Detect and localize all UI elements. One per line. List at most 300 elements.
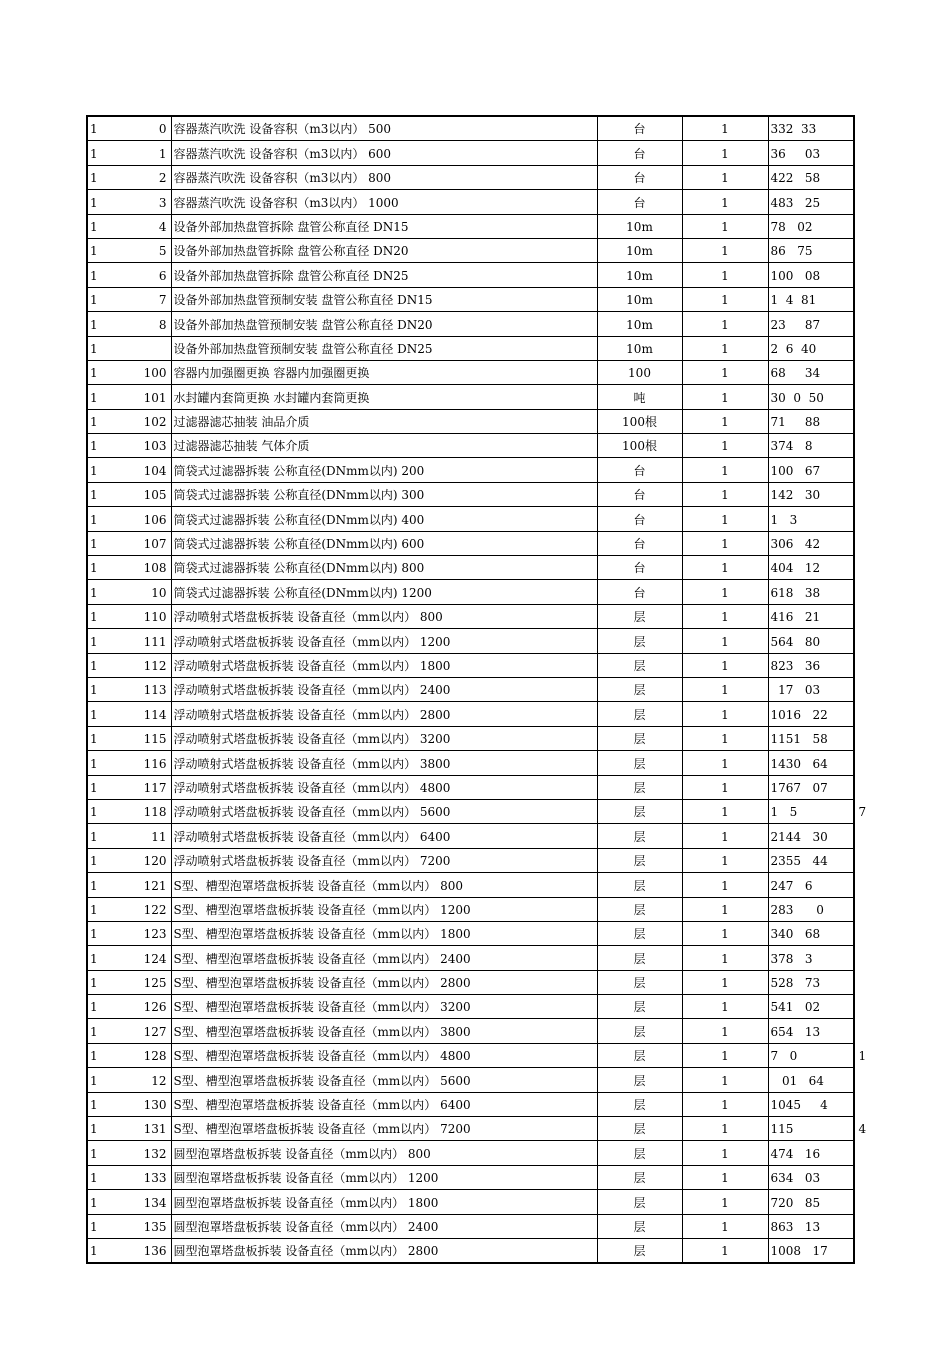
item-price-cell bbox=[768, 434, 854, 458]
table-row bbox=[87, 1068, 854, 1092]
item-price-value: 332 33 bbox=[770, 122, 817, 137]
item-qty-cell: 1 bbox=[682, 458, 768, 482]
item-price-value: 7 0 bbox=[770, 1049, 798, 1064]
item-code-prefix: 1 bbox=[90, 415, 98, 430]
table-row bbox=[87, 726, 854, 750]
table-row bbox=[87, 1238, 854, 1263]
item-code-cell bbox=[87, 873, 171, 897]
item-code-prefix: 1 bbox=[90, 268, 98, 283]
item-code-number: 2 bbox=[158, 171, 167, 186]
item-code-cell bbox=[87, 848, 171, 872]
item-price-value: 1008 17 bbox=[770, 1244, 828, 1259]
table-row bbox=[87, 482, 854, 506]
item-code-cell bbox=[87, 360, 171, 384]
item-code-prefix: 1 bbox=[90, 1219, 98, 1234]
item-code-number: 102 bbox=[143, 415, 167, 430]
item-code-number: 134 bbox=[143, 1195, 167, 1210]
item-price-value: 1045 4 bbox=[770, 1098, 828, 1113]
item-name-cell: 容器蒸汽吹洗 设备容积（m3以内） 800 bbox=[171, 165, 597, 189]
item-price-cell bbox=[768, 238, 854, 262]
item-code-number: 11 bbox=[151, 829, 167, 844]
item-price-cell bbox=[768, 409, 854, 433]
item-unit-cell: 层 bbox=[597, 946, 682, 970]
item-price-cell bbox=[768, 726, 854, 750]
item-code-number: 104 bbox=[143, 463, 167, 478]
item-price-cell bbox=[768, 165, 854, 189]
table-row bbox=[87, 336, 854, 360]
item-price-cell bbox=[768, 1190, 854, 1214]
table-row bbox=[87, 970, 854, 994]
item-price-value: 68 34 bbox=[770, 366, 821, 381]
item-code-prefix: 1 bbox=[90, 293, 98, 308]
item-price-value: 01 64 bbox=[770, 1073, 824, 1088]
item-price-cell bbox=[768, 824, 854, 848]
item-name-cell: S型、槽型泡罩塔盘板拆装 设备直径（mm以内） 800 bbox=[171, 873, 597, 897]
item-code-number: 120 bbox=[143, 854, 167, 869]
item-price-cell bbox=[768, 1043, 867, 1067]
item-name-cell: S型、槽型泡罩塔盘板拆装 设备直径（mm以内） 2800 bbox=[171, 970, 597, 994]
item-unit-cell: 层 bbox=[597, 921, 682, 945]
table-row bbox=[87, 287, 854, 311]
item-code-prefix: 1 bbox=[90, 317, 98, 332]
item-name-cell: 浮动喷射式塔盘板拆装 设备直径（mm以内） 1800 bbox=[171, 653, 597, 677]
item-price-value: 1430 64 bbox=[770, 756, 828, 771]
item-code-prefix: 1 bbox=[90, 756, 98, 771]
item-code-prefix: 1 bbox=[90, 366, 98, 381]
item-code-prefix: 1 bbox=[90, 854, 98, 869]
table-row bbox=[87, 531, 854, 555]
item-unit-cell: 100根 bbox=[597, 434, 682, 458]
item-qty-cell: 1 bbox=[682, 165, 768, 189]
item-qty-cell: 1 bbox=[682, 238, 768, 262]
item-name-cell: 圆型泡罩塔盘板拆装 设备直径（mm以内） 1200 bbox=[171, 1165, 597, 1189]
item-code-prefix: 1 bbox=[90, 439, 98, 454]
item-code-cell bbox=[87, 336, 171, 360]
item-code-cell bbox=[87, 751, 171, 775]
item-name-cell: 设备外部加热盘管预制安装 盘管公称直径 DN20 bbox=[171, 312, 597, 336]
item-code-prefix: 1 bbox=[90, 341, 98, 356]
table-row bbox=[87, 995, 854, 1019]
item-code-prefix: 1 bbox=[90, 219, 98, 234]
item-qty-cell: 1 bbox=[682, 1190, 768, 1214]
item-price-cell bbox=[768, 1068, 854, 1092]
item-code-number: 116 bbox=[143, 756, 167, 771]
item-code-cell bbox=[87, 775, 171, 799]
item-qty-cell: 1 bbox=[682, 995, 768, 1019]
item-code-cell bbox=[87, 702, 171, 726]
item-qty-cell: 1 bbox=[682, 580, 768, 604]
item-price-value: 36 03 bbox=[770, 146, 821, 161]
item-qty-cell: 1 bbox=[682, 1117, 768, 1141]
item-price-cell bbox=[768, 848, 854, 872]
item-price-cell bbox=[768, 1092, 854, 1116]
item-code-prefix: 1 bbox=[90, 585, 98, 600]
item-code-cell bbox=[87, 946, 171, 970]
item-code-number: 127 bbox=[143, 1024, 167, 1039]
item-code-cell bbox=[87, 677, 171, 701]
table-row bbox=[87, 775, 854, 799]
item-code-cell bbox=[87, 897, 171, 921]
item-name-cell: S型、槽型泡罩塔盘板拆装 设备直径（mm以内） 1800 bbox=[171, 921, 597, 945]
item-code-cell bbox=[87, 312, 171, 336]
item-price-value: 2355 44 bbox=[770, 854, 828, 869]
item-code-prefix: 1 bbox=[90, 1195, 98, 1210]
item-price-cell bbox=[768, 897, 854, 921]
item-name-cell: 浮动喷射式塔盘板拆装 设备直径（mm以内） 2800 bbox=[171, 702, 597, 726]
table-row bbox=[87, 1165, 854, 1189]
item-code-cell bbox=[87, 580, 171, 604]
item-price-cell bbox=[768, 312, 854, 336]
item-price-value: 247 6 bbox=[770, 878, 813, 893]
item-code-prefix: 1 bbox=[90, 732, 98, 747]
table-row bbox=[87, 677, 854, 701]
table-row bbox=[87, 848, 854, 872]
item-qty-cell: 1 bbox=[682, 824, 768, 848]
table-row bbox=[87, 629, 854, 653]
item-price-cell bbox=[768, 1117, 867, 1141]
item-qty-cell: 1 bbox=[682, 434, 768, 458]
item-unit-cell: 10m bbox=[597, 263, 682, 287]
item-unit-cell: 层 bbox=[597, 1190, 682, 1214]
item-code-prefix: 1 bbox=[90, 1098, 98, 1113]
item-price-cell bbox=[768, 556, 854, 580]
item-code-prefix: 1 bbox=[90, 1122, 98, 1137]
item-name-cell: 浮动喷射式塔盘板拆装 设备直径（mm以内） 3800 bbox=[171, 751, 597, 775]
item-code-cell bbox=[87, 238, 171, 262]
item-price-cell bbox=[768, 116, 854, 141]
item-price-cell bbox=[768, 214, 854, 238]
item-qty-cell: 1 bbox=[682, 336, 768, 360]
item-code-cell bbox=[87, 190, 171, 214]
item-code-cell bbox=[87, 1141, 171, 1165]
item-unit-cell: 层 bbox=[597, 629, 682, 653]
item-price-value: 142 30 bbox=[770, 488, 821, 503]
table-row bbox=[87, 921, 854, 945]
item-name-cell: 浮动喷射式塔盘板拆装 设备直径（mm以内） 4800 bbox=[171, 775, 597, 799]
item-price-value: 1151 58 bbox=[770, 732, 828, 747]
table-row bbox=[87, 556, 854, 580]
item-unit-cell: 层 bbox=[597, 1214, 682, 1238]
item-price-cell bbox=[768, 799, 867, 823]
item-code-cell bbox=[87, 726, 171, 750]
item-unit-cell: 层 bbox=[597, 1092, 682, 1116]
item-price-value: 283 0 bbox=[770, 902, 824, 917]
item-price-value: 30 0 50 bbox=[770, 390, 824, 405]
item-qty-cell: 1 bbox=[682, 921, 768, 945]
item-price-overflow: 4 bbox=[858, 1122, 867, 1137]
item-unit-cell: 层 bbox=[597, 604, 682, 628]
quota-table bbox=[86, 115, 867, 1264]
table-row bbox=[87, 824, 854, 848]
item-code-cell bbox=[87, 653, 171, 677]
item-code-cell bbox=[87, 921, 171, 945]
item-code-number: 123 bbox=[143, 927, 167, 942]
table-row bbox=[87, 116, 854, 141]
item-price-cell bbox=[768, 141, 854, 165]
item-code-number: 10 bbox=[151, 585, 167, 600]
item-qty-cell: 1 bbox=[682, 751, 768, 775]
item-price-value: 634 03 bbox=[770, 1171, 821, 1186]
item-price-value: 1 5 bbox=[770, 805, 798, 820]
item-price-value: 720 85 bbox=[770, 1195, 821, 1210]
item-name-cell: 浮动喷射式塔盘板拆装 设备直径（mm以内） 1200 bbox=[171, 629, 597, 653]
item-code-number: 121 bbox=[143, 878, 167, 893]
item-name-cell: 浮动喷射式塔盘板拆装 设备直径（mm以内） 2400 bbox=[171, 677, 597, 701]
item-unit-cell: 层 bbox=[597, 897, 682, 921]
item-qty-cell: 1 bbox=[682, 970, 768, 994]
item-price-value: 1767 07 bbox=[770, 780, 828, 795]
item-qty-cell: 1 bbox=[682, 141, 768, 165]
item-name-cell: 筒袋式过滤器拆装 公称直径(DNmm以内) 400 bbox=[171, 507, 597, 531]
table-row bbox=[87, 946, 854, 970]
item-unit-cell: 100 bbox=[597, 360, 682, 384]
item-code-cell bbox=[87, 970, 171, 994]
item-code-cell bbox=[87, 263, 171, 287]
item-qty-cell: 1 bbox=[682, 1238, 768, 1263]
item-price-value: 17 03 bbox=[770, 683, 821, 698]
item-code-cell bbox=[87, 1117, 171, 1141]
item-name-cell: S型、槽型泡罩塔盘板拆装 设备直径（mm以内） 1200 bbox=[171, 897, 597, 921]
item-code-cell bbox=[87, 1165, 171, 1189]
item-price-value: 100 67 bbox=[770, 463, 821, 478]
item-qty-cell: 1 bbox=[682, 629, 768, 653]
item-code-prefix: 1 bbox=[90, 1146, 98, 1161]
item-price-cell bbox=[768, 1141, 854, 1165]
item-price-value: 71 88 bbox=[770, 415, 821, 430]
item-code-prefix: 1 bbox=[90, 561, 98, 576]
item-unit-cell: 层 bbox=[597, 824, 682, 848]
item-qty-cell: 1 bbox=[682, 116, 768, 141]
item-price-cell bbox=[768, 1214, 854, 1238]
item-qty-cell: 1 bbox=[682, 287, 768, 311]
item-price-value: 564 80 bbox=[770, 634, 821, 649]
item-code-number: 101 bbox=[143, 390, 167, 405]
item-unit-cell: 10m bbox=[597, 287, 682, 311]
item-unit-cell: 10m bbox=[597, 312, 682, 336]
item-code-number: 106 bbox=[143, 512, 167, 527]
item-name-cell: 圆型泡罩塔盘板拆装 设备直径（mm以内） 800 bbox=[171, 1141, 597, 1165]
item-code-number: 4 bbox=[158, 219, 167, 234]
item-name-cell: 过滤器滤芯抽装 气体介质 bbox=[171, 434, 597, 458]
item-price-cell bbox=[768, 336, 854, 360]
item-name-cell: 筒袋式过滤器拆装 公称直径(DNmm以内) 600 bbox=[171, 531, 597, 555]
item-name-cell: 过滤器滤芯抽装 油品介质 bbox=[171, 409, 597, 433]
item-unit-cell: 层 bbox=[597, 1068, 682, 1092]
item-price-value: 378 3 bbox=[770, 951, 813, 966]
item-code-cell bbox=[87, 165, 171, 189]
item-code-prefix: 1 bbox=[90, 512, 98, 527]
item-unit-cell: 台 bbox=[597, 556, 682, 580]
table-row bbox=[87, 1214, 854, 1238]
item-code-prefix: 1 bbox=[90, 146, 98, 161]
item-code-prefix: 1 bbox=[90, 390, 98, 405]
item-unit-cell: 台 bbox=[597, 190, 682, 214]
item-price-cell bbox=[768, 629, 854, 653]
item-qty-cell: 1 bbox=[682, 556, 768, 580]
quota-table-body bbox=[87, 116, 867, 1263]
item-name-cell: 圆型泡罩塔盘板拆装 设备直径（mm以内） 2800 bbox=[171, 1238, 597, 1263]
item-code-number: 3 bbox=[158, 195, 167, 210]
item-qty-cell: 1 bbox=[682, 677, 768, 701]
item-price-cell bbox=[768, 458, 854, 482]
item-unit-cell: 台 bbox=[597, 116, 682, 141]
item-name-cell: 浮动喷射式塔盘板拆装 设备直径（mm以内） 800 bbox=[171, 604, 597, 628]
item-name-cell: S型、槽型泡罩塔盘板拆装 设备直径（mm以内） 3800 bbox=[171, 1019, 597, 1043]
table-row bbox=[87, 1190, 854, 1214]
item-price-value: 404 12 bbox=[770, 561, 821, 576]
item-price-value: 528 73 bbox=[770, 976, 821, 991]
item-qty-cell: 1 bbox=[682, 482, 768, 506]
item-qty-cell: 1 bbox=[682, 1165, 768, 1189]
item-unit-cell: 10m bbox=[597, 214, 682, 238]
item-price-value: 618 38 bbox=[770, 585, 821, 600]
item-code-cell bbox=[87, 799, 171, 823]
item-code-number: 132 bbox=[143, 1146, 167, 1161]
item-name-cell: 浮动喷射式塔盘板拆装 设备直径（mm以内） 7200 bbox=[171, 848, 597, 872]
item-code-prefix: 1 bbox=[90, 1073, 98, 1088]
item-unit-cell: 层 bbox=[597, 799, 682, 823]
item-code-number: 130 bbox=[143, 1098, 167, 1113]
table-row bbox=[87, 190, 854, 214]
item-code-cell bbox=[87, 287, 171, 311]
item-name-cell: 筒袋式过滤器拆装 公称直径(DNmm以内) 800 bbox=[171, 556, 597, 580]
item-code-cell bbox=[87, 458, 171, 482]
item-unit-cell: 层 bbox=[597, 1141, 682, 1165]
item-qty-cell: 1 bbox=[682, 1068, 768, 1092]
item-code-cell bbox=[87, 141, 171, 165]
item-code-prefix: 1 bbox=[90, 829, 98, 844]
item-unit-cell: 层 bbox=[597, 751, 682, 775]
item-price-cell bbox=[768, 580, 854, 604]
item-qty-cell: 1 bbox=[682, 799, 768, 823]
item-price-cell bbox=[768, 360, 854, 384]
item-qty-cell: 1 bbox=[682, 507, 768, 531]
item-price-cell bbox=[768, 263, 854, 287]
item-name-cell: 容器内加强圈更换 容器内加强圈更换 bbox=[171, 360, 597, 384]
item-qty-cell: 1 bbox=[682, 1019, 768, 1043]
item-qty-cell: 1 bbox=[682, 775, 768, 799]
item-code-cell bbox=[87, 604, 171, 628]
item-qty-cell: 1 bbox=[682, 190, 768, 214]
item-price-cell bbox=[768, 873, 854, 897]
item-code-cell bbox=[87, 1043, 171, 1067]
item-name-cell: 水封罐内套筒更换 水封罐内套筒更换 bbox=[171, 385, 597, 409]
table-row bbox=[87, 604, 854, 628]
item-unit-cell: 台 bbox=[597, 141, 682, 165]
item-name-cell: 设备外部加热盘管预制安装 盘管公称直径 DN25 bbox=[171, 336, 597, 360]
item-code-prefix: 1 bbox=[90, 488, 98, 503]
item-name-cell: 设备外部加热盘管预制安装 盘管公称直径 DN15 bbox=[171, 287, 597, 311]
table-row bbox=[87, 897, 854, 921]
item-price-cell bbox=[768, 604, 854, 628]
item-code-cell bbox=[87, 1068, 171, 1092]
item-unit-cell: 层 bbox=[597, 702, 682, 726]
item-price-value: 474 16 bbox=[770, 1146, 821, 1161]
item-code-cell bbox=[87, 1092, 171, 1116]
item-qty-cell: 1 bbox=[682, 409, 768, 433]
item-code-cell bbox=[87, 824, 171, 848]
item-price-value: 86 75 bbox=[770, 244, 813, 259]
item-code-prefix: 1 bbox=[90, 610, 98, 625]
item-price-cell bbox=[768, 1238, 854, 1263]
table-row bbox=[87, 263, 854, 287]
item-unit-cell: 层 bbox=[597, 995, 682, 1019]
item-code-prefix: 1 bbox=[90, 537, 98, 552]
item-code-number: 111 bbox=[143, 634, 167, 649]
item-code-prefix: 1 bbox=[90, 195, 98, 210]
item-code-prefix: 1 bbox=[90, 707, 98, 722]
item-unit-cell: 层 bbox=[597, 1165, 682, 1189]
item-code-number: 103 bbox=[143, 439, 167, 454]
item-code-prefix: 1 bbox=[90, 463, 98, 478]
item-code-cell bbox=[87, 556, 171, 580]
item-code-cell bbox=[87, 531, 171, 555]
item-price-value: 306 42 bbox=[770, 537, 821, 552]
item-qty-cell: 1 bbox=[682, 653, 768, 677]
item-code-prefix: 1 bbox=[90, 780, 98, 795]
item-price-value: 78 02 bbox=[770, 219, 813, 234]
item-code-prefix: 1 bbox=[90, 1049, 98, 1064]
item-name-cell: 筒袋式过滤器拆装 公称直径(DNmm以内) 200 bbox=[171, 458, 597, 482]
item-price-value: 654 13 bbox=[770, 1024, 821, 1039]
item-qty-cell: 1 bbox=[682, 1092, 768, 1116]
item-code-number: 110 bbox=[143, 610, 167, 625]
item-unit-cell: 层 bbox=[597, 970, 682, 994]
item-code-cell bbox=[87, 629, 171, 653]
item-name-cell: 圆型泡罩塔盘板拆装 设备直径（mm以内） 2400 bbox=[171, 1214, 597, 1238]
item-price-cell bbox=[768, 1165, 854, 1189]
item-code-number: 115 bbox=[143, 732, 167, 747]
item-qty-cell: 1 bbox=[682, 1214, 768, 1238]
item-code-cell bbox=[87, 482, 171, 506]
item-code-number: 0 bbox=[158, 122, 167, 137]
item-price-value: 422 58 bbox=[770, 171, 821, 186]
table-row bbox=[87, 702, 854, 726]
item-name-cell: S型、槽型泡罩塔盘板拆装 设备直径（mm以内） 6400 bbox=[171, 1092, 597, 1116]
item-qty-cell: 1 bbox=[682, 385, 768, 409]
item-price-cell bbox=[768, 653, 854, 677]
item-name-cell: S型、槽型泡罩塔盘板拆装 设备直径（mm以内） 5600 bbox=[171, 1068, 597, 1092]
item-unit-cell: 100根 bbox=[597, 409, 682, 433]
item-price-value: 100 08 bbox=[770, 268, 821, 283]
item-code-number: 118 bbox=[143, 805, 167, 820]
item-code-cell bbox=[87, 1190, 171, 1214]
item-code-number: 12 bbox=[151, 1073, 167, 1088]
item-code-cell bbox=[87, 116, 171, 141]
item-code-prefix: 1 bbox=[90, 658, 98, 673]
item-price-cell bbox=[768, 775, 854, 799]
item-price-value: 416 21 bbox=[770, 610, 821, 625]
table-row bbox=[87, 1117, 854, 1141]
item-qty-cell: 1 bbox=[682, 360, 768, 384]
item-code-number: 1 bbox=[158, 146, 167, 161]
item-code-number: 5 bbox=[158, 244, 167, 259]
item-qty-cell: 1 bbox=[682, 1141, 768, 1165]
item-code-number: 107 bbox=[143, 537, 167, 552]
item-name-cell: 筒袋式过滤器拆装 公称直径(DNmm以内) 300 bbox=[171, 482, 597, 506]
item-name-cell: 圆型泡罩塔盘板拆装 设备直径（mm以内） 1800 bbox=[171, 1190, 597, 1214]
item-code-number: 135 bbox=[143, 1219, 167, 1234]
item-code-number: 128 bbox=[143, 1049, 167, 1064]
item-unit-cell: 台 bbox=[597, 531, 682, 555]
table-row bbox=[87, 312, 854, 336]
item-code-prefix: 1 bbox=[90, 927, 98, 942]
item-code-cell bbox=[87, 434, 171, 458]
table-row bbox=[87, 1043, 854, 1067]
item-name-cell: 容器蒸汽吹洗 设备容积（m3以内） 600 bbox=[171, 141, 597, 165]
table-row bbox=[87, 873, 854, 897]
item-code-number: 122 bbox=[143, 902, 167, 917]
